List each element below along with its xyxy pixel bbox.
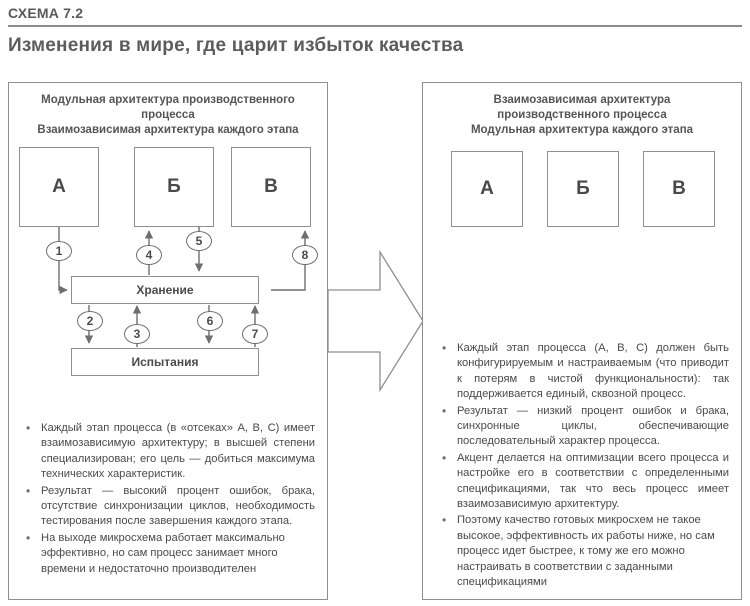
flow-number-badge-6 bbox=[197, 311, 223, 331]
left-panel-heading-line2: Взаимозависимая архитектура каждого этапа bbox=[37, 124, 299, 136]
process-box-testing bbox=[71, 348, 259, 376]
flow-number-6: 6 bbox=[206, 314, 214, 328]
list-item: • Результат — высокий процент ошибок, брака, отсутствие синхронизации циклов, необходимость тестирования после завершения каждого этапа. bbox=[23, 484, 315, 530]
right-stage-label-a: А bbox=[480, 178, 494, 199]
right-stage-label-b: Б bbox=[576, 178, 590, 199]
right-panel-heading-line1: Взаимозависимая архитектура bbox=[493, 94, 671, 106]
flow-number-5: 5 bbox=[195, 234, 203, 248]
scheme-label: СХЕМА 7.2 bbox=[8, 5, 84, 21]
list-item: • Результат — низкий процент ошибок и брака, синхронные циклы, обеспечивающие последовательный характер процесса. bbox=[439, 404, 729, 450]
left-stage-label-c: В bbox=[264, 176, 278, 197]
right-panel-heading-line2: производственного процесса bbox=[497, 109, 667, 121]
left-stage-label-a: А bbox=[52, 176, 66, 197]
page-header bbox=[8, 4, 742, 57]
flow-number-3: 3 bbox=[133, 327, 141, 341]
page-title: Изменения в мире, где царит избыток качества bbox=[8, 35, 464, 56]
right-stage-box-b bbox=[547, 151, 619, 227]
list-item: • Каждый этап процесса (в «отсеках» А, В, С) имеет взаимозависимую архитектуру; в высшей степени специализирован; его цель — добиться максимума технических характеристик. bbox=[23, 421, 315, 483]
process-box-testing-label: Испытания bbox=[131, 355, 199, 369]
right-arrow-icon bbox=[328, 250, 424, 392]
left-stage-box-b bbox=[134, 147, 214, 227]
left-panel-bullet-list bbox=[23, 421, 315, 578]
flow-number-1: 1 bbox=[55, 244, 63, 258]
flow-number-8: 8 bbox=[301, 248, 309, 262]
flow-number-badge-8 bbox=[292, 245, 318, 265]
header-divider bbox=[8, 25, 742, 27]
flow-number-badge-5 bbox=[186, 231, 212, 251]
right-stage-box-a bbox=[451, 151, 523, 227]
flow-number-badge-7 bbox=[242, 324, 268, 344]
flow-number-badge-4 bbox=[136, 245, 162, 265]
process-box-storage bbox=[71, 276, 259, 304]
flow-number-2: 2 bbox=[86, 314, 94, 328]
right-panel-bullet-list bbox=[439, 341, 729, 592]
list-item: • Каждый этап процесса (А, В, С) должен быть конфигурируемым и настраиваемым (что приводит к потерям в чистой функциональности): так поддерживается единый, сквозной процесс. bbox=[439, 341, 729, 403]
right-panel bbox=[422, 82, 742, 600]
flow-number-badge-1 bbox=[46, 241, 72, 261]
flow-number-4: 4 bbox=[145, 248, 153, 262]
right-panel-heading-line3: Модульная архитектура каждого этапа bbox=[470, 124, 694, 136]
left-stage-box-c bbox=[231, 147, 311, 227]
flow-number-badge-2 bbox=[77, 311, 103, 331]
right-stage-box-c bbox=[643, 151, 715, 227]
flow-number-badge-3 bbox=[124, 324, 150, 344]
list-item: • Акцент делается на оптимизации всего процесса и настройке его в соответствии с определенными спецификациями, так что весь процесс имеет взаимозависимую архитектуру. bbox=[439, 451, 729, 513]
left-panel-heading bbox=[9, 93, 327, 138]
list-item: • На выходе микросхема работает максимально эффективно, но сам процесс занимает много времени и недостаточно производителен bbox=[23, 531, 315, 577]
right-stage-label-c: В bbox=[672, 178, 686, 199]
left-panel bbox=[8, 82, 328, 600]
left-stage-label-b: Б bbox=[167, 176, 181, 197]
left-panel-heading-line1: Модульная архитектура производственного процесса bbox=[41, 94, 295, 121]
flow-number-7: 7 bbox=[251, 327, 259, 341]
process-box-storage-label: Хранение bbox=[136, 283, 194, 297]
right-panel-heading bbox=[423, 93, 741, 138]
list-item: • Поэтому качество готовых микросхем не такое высокое, эффективность их работы ниже, но сам процесс идет быстрее, к тому же его можно настраивать в соответствии с заданными спецификациями bbox=[439, 513, 729, 590]
left-stage-box-a bbox=[19, 147, 99, 227]
